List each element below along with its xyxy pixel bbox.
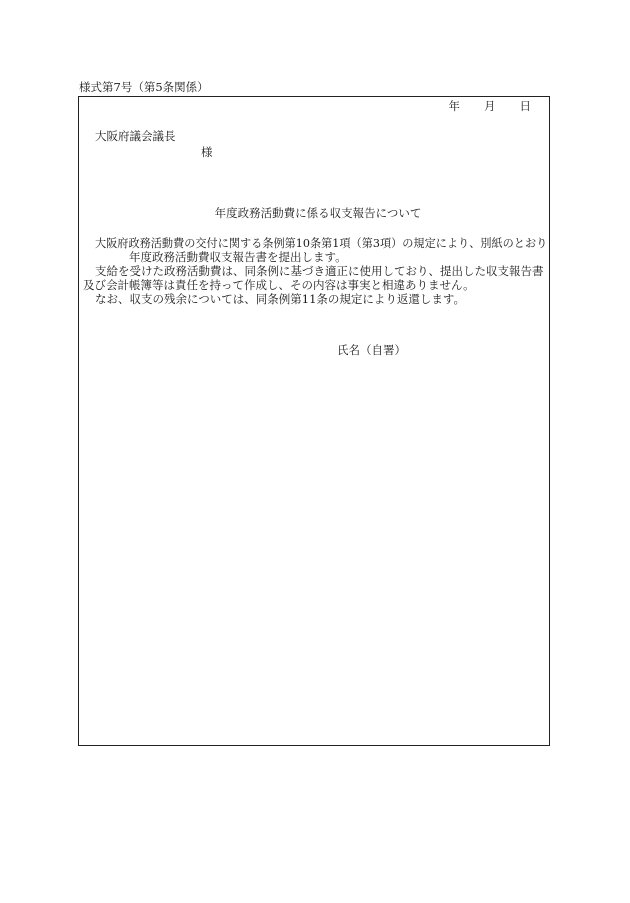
- body-line: 大阪府政務活動費の交付に関する条例第10条第1項（第3項）の規定により、別紙のとおり: [95, 236, 548, 250]
- date-day-label: 日: [519, 99, 531, 113]
- body-line: 年度政務活動費収支報告書を提出します。: [129, 250, 347, 264]
- honorific: 様: [201, 145, 213, 159]
- addressee: 大阪府議会議長: [95, 129, 176, 143]
- body-line: 及び会計帳簿等は責任を持って作成し、その内容は事実と相違ありません。: [83, 278, 475, 292]
- document-title: 年度政務活動費に係る収支報告について: [214, 206, 422, 220]
- body-line: 支給を受けた政務活動費は、同条例に基づき適正に使用しており、提出した収支報告書: [95, 264, 544, 278]
- date-year-label: 年: [448, 99, 460, 113]
- date-month-label: 月: [484, 99, 496, 113]
- signature-label: 氏名（自署）: [337, 343, 406, 357]
- body-line: なお、収支の残余については、同条例第11条の規定により返還します。: [95, 292, 465, 306]
- date-line: [449, 101, 532, 113]
- form-number: 様式第7号（第5条関係）: [79, 80, 209, 94]
- report-frame: [78, 96, 550, 746]
